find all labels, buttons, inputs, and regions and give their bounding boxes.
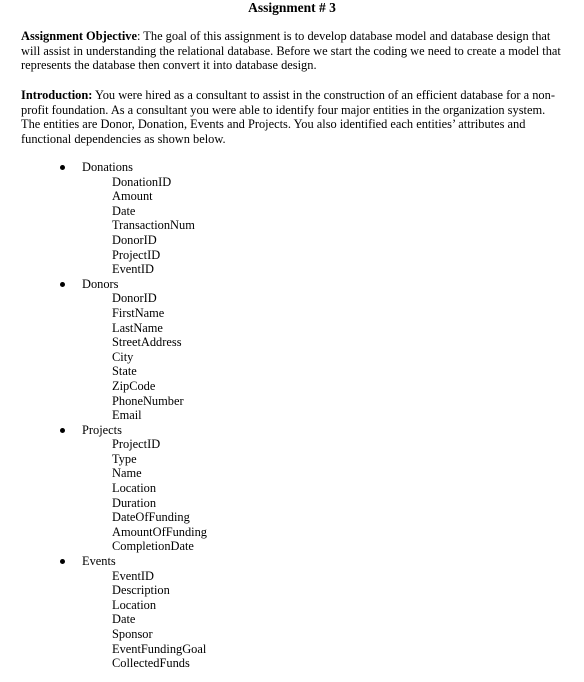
attribute-item: DateOfFunding bbox=[112, 510, 190, 525]
entity-heading bbox=[0, 423, 584, 438]
attribute-item: LastName bbox=[112, 320, 163, 335]
attribute-item: Duration bbox=[112, 495, 157, 510]
bullet-icon bbox=[60, 559, 65, 564]
entity-list bbox=[0, 160, 584, 671]
entity-name: Donations bbox=[82, 160, 133, 174]
entity-item-donors bbox=[0, 277, 584, 423]
attribute-list bbox=[0, 437, 584, 554]
entity-name: Donors bbox=[82, 276, 119, 291]
entity-item-events bbox=[0, 554, 584, 671]
introduction-label: Introduction: bbox=[21, 88, 93, 102]
attribute-item: Location bbox=[112, 481, 157, 496]
attribute-item: DonorID bbox=[112, 291, 157, 306]
attribute-item: DonationID bbox=[112, 174, 172, 189]
entity-item-projects bbox=[0, 423, 584, 554]
attribute-item: EventID bbox=[112, 262, 154, 277]
attribute-item: DonorID bbox=[112, 232, 157, 247]
introduction-paragraph bbox=[21, 88, 561, 146]
attribute-list bbox=[0, 175, 584, 277]
attribute-item: Date bbox=[112, 203, 136, 218]
objective-label: Assignment Objective bbox=[21, 29, 137, 43]
introduction-text: You were hired as a consultant to assist in the construction of an efficient database for a non-profit foundation. As a consultant you were able to identify four major entities in the organization system. The entities are Donor, Donation, Events and Projects. You also identified each entities’ attributes and functional dependencies as shown below. bbox=[21, 88, 555, 146]
entity-name: Events bbox=[82, 554, 116, 569]
attribute-item: Description bbox=[112, 583, 170, 598]
attribute-item: ZipCode bbox=[112, 378, 156, 393]
attribute-item: Amount bbox=[112, 189, 153, 204]
objective-paragraph bbox=[21, 29, 561, 73]
bullet-icon bbox=[60, 282, 65, 287]
bullet-icon bbox=[60, 428, 65, 433]
attribute-item: FirstName bbox=[112, 305, 165, 320]
attribute-item: EventID bbox=[112, 568, 154, 583]
entity-item-donations bbox=[0, 160, 584, 277]
entity-name: Projects bbox=[82, 422, 122, 437]
attribute-item: Email bbox=[112, 408, 142, 423]
entity-heading bbox=[0, 160, 584, 175]
attribute-item: ProjectID bbox=[112, 437, 161, 452]
attribute-item: City bbox=[112, 349, 134, 364]
attribute-item: TransactionNum bbox=[112, 218, 195, 233]
bullet-icon bbox=[60, 165, 65, 170]
attribute-item: EventFundingGoal bbox=[112, 641, 207, 656]
entity-heading bbox=[0, 277, 584, 292]
attribute-item: Sponsor bbox=[112, 627, 153, 641]
attribute-item: StreetAddress bbox=[112, 335, 182, 350]
attribute-item: Type bbox=[112, 451, 137, 466]
page-title: Assignment # 3 bbox=[248, 0, 336, 15]
attribute-item: State bbox=[112, 364, 137, 379]
attribute-item: Date bbox=[112, 612, 136, 627]
attribute-item: CollectedFunds bbox=[112, 656, 190, 671]
attribute-list bbox=[0, 291, 584, 422]
attribute-item: Location bbox=[112, 597, 157, 612]
objective-text: : The goal of this assignment is to develop database model and database design that will assist in understanding the relational database. Before we start the coding we need to create a model that represents the database then convert it into database design. bbox=[21, 29, 561, 73]
attribute-item: CompletionDate bbox=[112, 539, 194, 554]
attribute-list bbox=[0, 569, 584, 671]
attribute-item: Name bbox=[112, 466, 142, 481]
attribute-item: AmountOfFunding bbox=[112, 524, 207, 539]
attribute-item: PhoneNumber bbox=[112, 393, 184, 408]
entity-heading bbox=[0, 554, 584, 569]
attribute-item: ProjectID bbox=[112, 247, 161, 262]
